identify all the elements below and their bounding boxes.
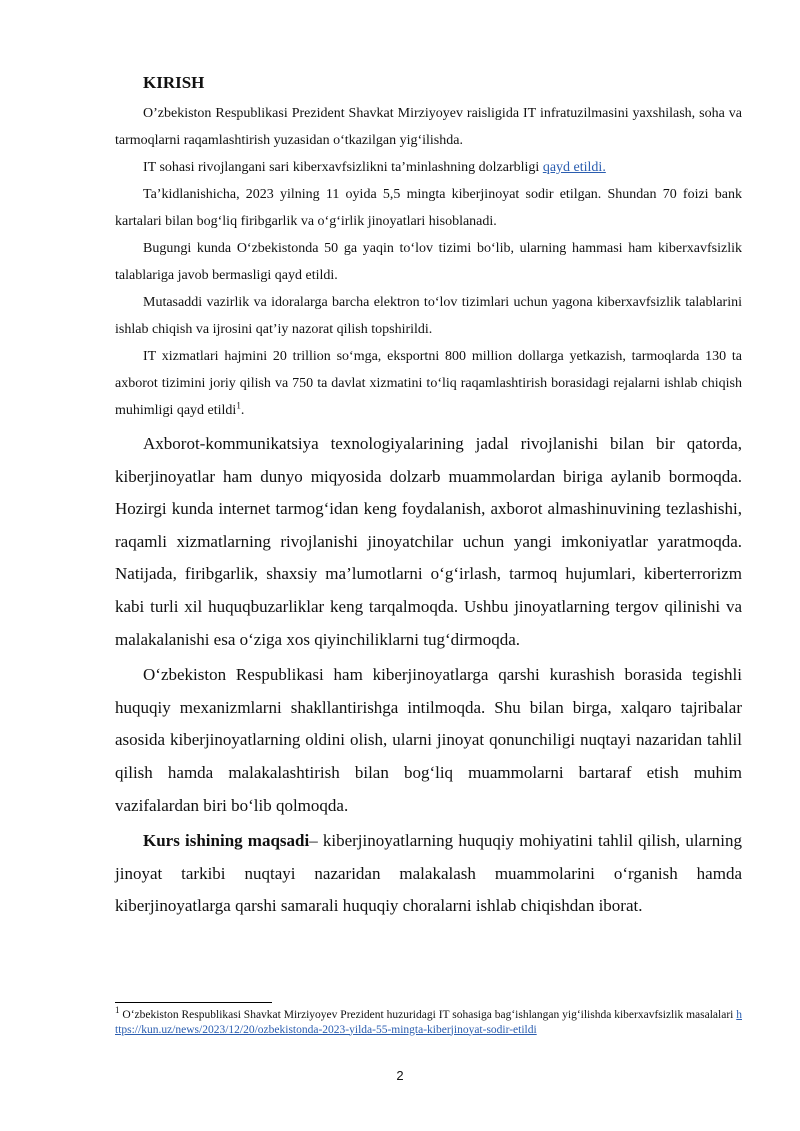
intro-paragraph-2 — [115, 154, 742, 181]
course-goal-label: Kurs ishining maqsadi — [143, 831, 310, 851]
intro-paragraph-2-text: IT sohasi rivojlangani sari kiberxavfsizlikni ta’minlashning dolzarbligi — [143, 160, 543, 175]
page-number: 2 — [396, 1068, 404, 1083]
footnote-text: O‘zbekiston Respublikasi Shavkat Mirziyoyev Prezident huzuridagi IT sohasiga bag‘ishlangan yig‘ilishda kiberxavfsizlik masalalari — [119, 1009, 737, 1021]
qayd-etildi-link[interactable]: qayd etildi. — [542, 160, 606, 175]
intro-paragraph-5: Mutasaddi vazirlik va idoralarga barcha elektron to‘lov tizimlari uchun yagona kiberxavfsizlik talablarini ishlab chiqish va ijrosini qat’iy nazorat qilish topshirildi. — [115, 295, 742, 337]
body-paragraph-3 — [115, 825, 742, 923]
intro-section — [115, 100, 742, 424]
page-content — [115, 72, 742, 923]
body-section — [115, 428, 742, 923]
course-goal-text: – kiberjinoyatlarning huquqiy mohiyatini tahlil qilish, ularning jinoyat tarkibi nuqtayi nazaridan malakalash muammolarini o‘rganish hamda kiberjinoyatlarga qarshi samarali huquqiy choralarni ishlab chiqishdan iborat. — [115, 831, 742, 916]
footnote-divider — [115, 1002, 272, 1003]
footnote-reference[interactable]: 1 — [236, 400, 241, 411]
intro-paragraph-3: Ta’kidlanishicha, 2023 yilning 11 oyida 5,5 mingta kiberjinoyat sodir etilgan. Shundan 70 foizi bank kartalari bilan bog‘liq firibgarlik va o‘g‘irlik jinoyatlari hisoblanadi. — [115, 187, 742, 229]
section-heading: KIRISH — [143, 73, 205, 92]
body-paragraph-1: Axborot-kommunikatsiya texnologiyalarining jadal rivojlanishi bilan bir qatorda, kiberjinoyatlar ham dunyo miqyosida dolzarb muammolardan biriga aylanib bormoqda. Hozirgi kunda internet tarmog‘idan keng foydalanish, axborot almashinuvining tezlashishi, raqamli xizmatlarning rivojlanishi jinoyatchilar uchun yangi imkoniyatlar yaratmoqda. Natijada, firibgarlik, shaxsiy ma’lumotlarni o‘g‘irlash, tarmoq hujumlari, kiberterrorizm kabi turli xil huquqbuzarliklar keng tarqalmoqda. Ushbu jinoyatlarning tergov qilinishi va malakalanishi esa o‘ziga xos qiyinchiliklarni tug‘dirmoqda. — [115, 434, 742, 649]
intro-paragraph-6: IT xizmatlari hajmini 20 trillion so‘mga, eksportni 800 million dollarga yetkazish, tarmoqlarda 130 ta axborot tizimini joriy qilish va 750 ta davlat xizmatini to‘liq raqamlashtirish borasidagi rejalarni ishlab chiqish muhimligi qayd etildi$^1$. — [115, 349, 742, 418]
footnote-mark: 1 — [115, 1005, 120, 1016]
intro-paragraph-4: Bugungi kunda O‘zbekistonda 50 ga yaqin to‘lov tizimi bo‘lib, ularning hammasi ham kiberxavfsizlik talablariga javob bermasligi qayd etildi. — [115, 241, 742, 283]
body-paragraph-2: O‘zbekiston Respublikasi ham kiberjinoyatlarga qarshi kurashish borasida tegishli huquqiy mexanizmlarni shakllantirishga intilmoqda. Shu bilan birga, xalqaro tajribalar asosida kiberjinoyatlarning oldini olish, ularni jinoyat qonunchiligi nuqtayi nazaridan tahlil qilish hamda malakalashtirish bilan bog‘liq muammolarni bartaraf etish muhim vazifalardan biri bo‘lib qolmoqda. — [115, 665, 742, 815]
intro-paragraph-1: O’zbekiston Respublikasi Prezident Shavkat Mirziyoyev raisligida IT infratuzilmasini yaxshilash, soha va tarmoqlarni raqamlashtirish yuzasidan o‘tkazilgan yig‘ilishda. — [115, 106, 742, 148]
intro-paragraph-6-text: IT xizmatlari hajmini 20 trillion so‘mga, eksportni 800 million dollarga yetkazish, tarmoqlarda 130 ta axborot tizimini joriy qilish va 750 ta davlat xizmatini to‘liq raqamlashtirish borasidagi rejalarni ishlab chiqish muhimligi qayd etildi — [115, 349, 742, 418]
footnote — [115, 1005, 742, 1037]
footnote-source-link[interactable]: https://kun.uz/news/2023/12/20/ozbekistonda-2023-yilda-55-mingta-kiberjinoyat-sodir-etildi — [115, 1009, 742, 1036]
